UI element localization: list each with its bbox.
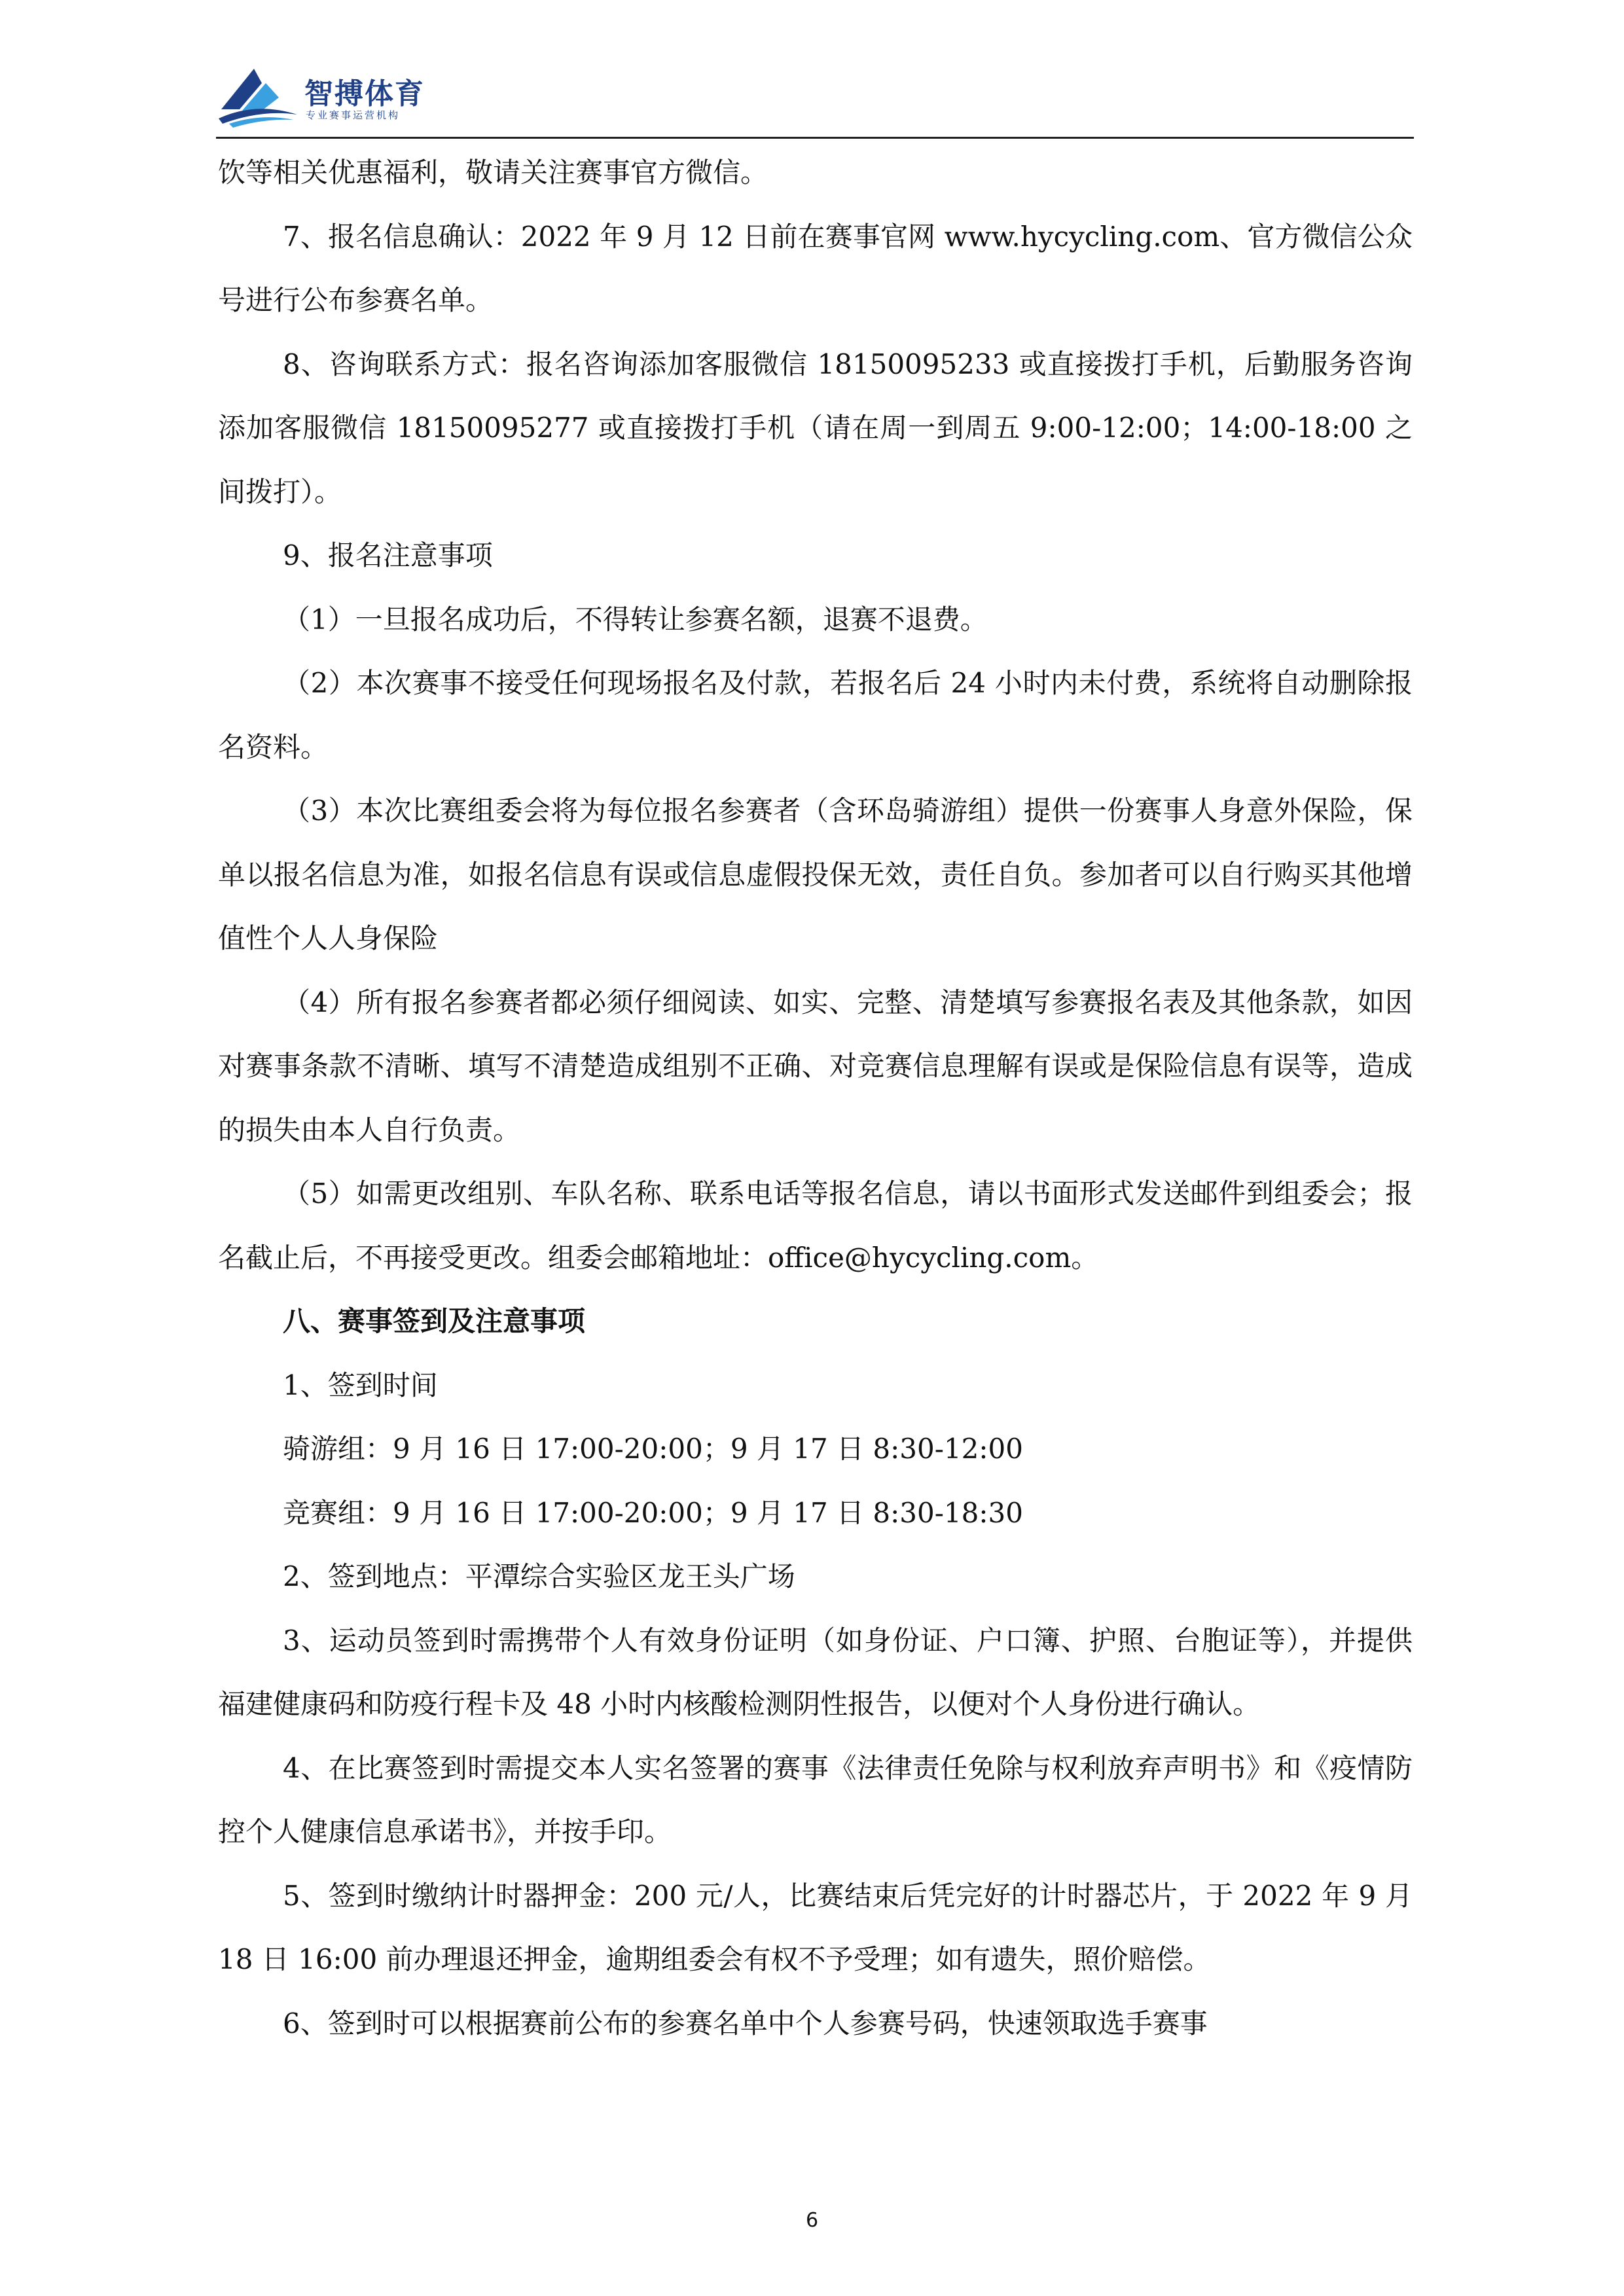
paragraph-continuation: 饮等相关优惠福利，敬请关注赛事官方微信。	[218, 156, 768, 188]
brand-name: 智搏体育	[304, 77, 425, 111]
paragraph-checkin-documents: 4、在比赛签到时需提交本人实名签署的赛事《法律责任免除与权利放弃声明书》和《疫情防控个人健康信息承诺书》，并按手印。	[218, 1751, 1413, 1848]
paragraph-checkin-bib: 6、签到时可以根据赛前公布的参赛名单中个人参赛号码，快速领取选手赛事	[283, 2007, 1208, 2039]
paragraph-registration-confirm: 7、报名信息确认：2022 年 9 月 12 日前在赛事官网 www.hycycling.com、官方微信公众号进行公布参赛名单。	[218, 220, 1413, 316]
paragraph-note-1: （1）一旦报名成功后，不得转让参赛名额，退赛不退费。	[283, 603, 988, 636]
header-divider	[216, 137, 1414, 139]
section-heading-checkin: 八、赛事签到及注意事项	[283, 1305, 586, 1337]
paragraph-checkin-id: 3、运动员签到时需携带个人有效身份证明（如身份证、户口簿、护照、台胞证等），并提供福建健康码和防疫行程卡及 48 小时内核酸检测阴性报告，以便对个人身份进行确认。	[218, 1624, 1413, 1720]
paragraph-checkin-time-race: 竞赛组：9 月 16 日 17:00-20:00；9 月 17 日 8:30-18:30	[283, 1496, 1023, 1529]
page-header	[216, 62, 1414, 141]
brand-tagline: 专业赛事运营机构	[306, 109, 401, 121]
paragraph-checkin-time-heading: 1、签到时间	[283, 1369, 438, 1401]
paragraph-notes-heading: 9、报名注意事项	[283, 539, 493, 571]
page-number: 6	[805, 2209, 819, 2232]
paragraph-note-3: （3）本次比赛组委会将为每位报名参赛者（含环岛骑游组）提供一份赛事人身意外保险，保单以报名信息为准，如报名信息有误或信息虚假投保无效，责任自负。参加者可以自行购买其他增值性个人人身保险	[218, 795, 1413, 954]
paragraph-note-4: （4）所有报名参赛者都必须仔细阅读、如实、完整、清楚填写参赛报名表及其他条款，如因对赛事条款不清晰、填写不清楚造成组别不正确、对竞赛信息理解有误或是保险信息有误等，造成的损失由本人自行负责。	[218, 986, 1413, 1146]
paragraph-note-5: （5）如需更改组别、车队名称、联系电话等报名信息，请以书面形式发送邮件到组委会；报名截止后，不再接受更改。组委会邮箱地址：office@hycycling.com。	[218, 1177, 1413, 1274]
paragraph-note-2: （2）本次赛事不接受任何现场报名及付款，若报名后 24 小时内未付费，系统将自动删除报名资料。	[218, 667, 1413, 763]
brand-logo	[216, 62, 530, 134]
brand-logo-icon	[216, 63, 300, 129]
document-body	[218, 141, 1413, 2055]
paragraph-checkin-location: 2、签到地点：平潭综合实验区龙王头广场	[283, 1560, 795, 1592]
paragraph-checkin-deposit: 5、签到时缴纳计时器押金：200 元/人，比赛结束后凭完好的计时器芯片，于 2022 年 9 月 18 日 16:00 前办理退还押金，逾期组委会有权不予受理；如有遗失，照价赔偿。	[218, 1879, 1413, 1975]
paragraph-checkin-time-tour: 骑游组：9 月 16 日 17:00-20:00；9 月 17 日 8:30-12:00	[283, 1433, 1023, 1465]
paragraph-contact: 8、咨询联系方式：报名咨询添加客服微信 18150095233 或直接拨打手机，后勤服务咨询添加客服微信 18150095277 或直接拨打手机（请在周一到周五 9:00-12:00；14:00-18:00 之间拨打）。	[218, 348, 1413, 508]
